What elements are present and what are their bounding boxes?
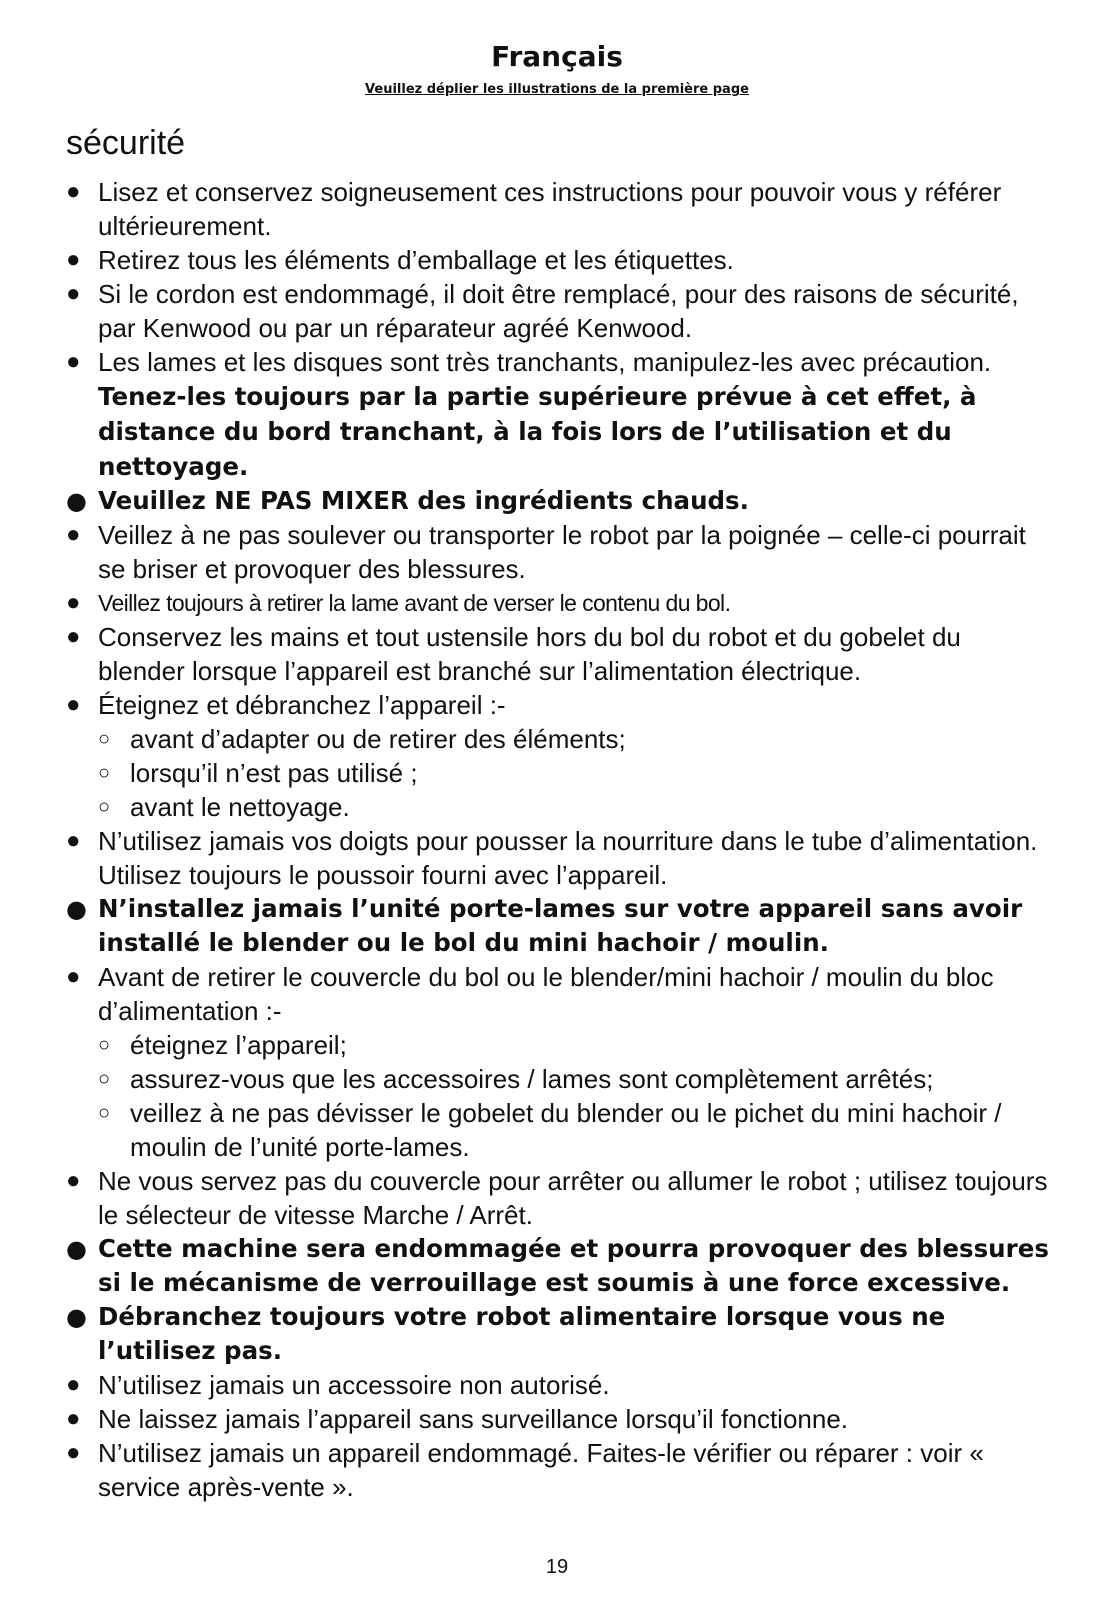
sub-list-item — [0, 1028, 1114, 1062]
bullet-icon: ● — [66, 348, 81, 375]
bullet-icon: ● — [66, 246, 81, 273]
sub-item-text: éteignez l’appareil; — [130, 1030, 347, 1060]
item-text: Lisez et conservez soigneusement ces instructions pour pouvoir vous y référer ultérieurement. — [98, 177, 1002, 241]
sub-item-text: avant le nettoyage. — [130, 792, 350, 822]
list-item — [0, 688, 1114, 722]
list-item — [0, 620, 1114, 688]
bullet-icon: ● — [66, 178, 81, 205]
item-text: Avant de retirer le couvercle du bol ou le blender/mini hachoir / moulin du bloc d’alimentation :- — [98, 962, 994, 1026]
safety-instructions-list — [0, 175, 1114, 1504]
circle-bullet-icon: ○ — [98, 1068, 111, 1090]
bullet-icon: ● — [66, 1303, 87, 1331]
bullet-icon: ● — [66, 895, 87, 923]
bullet-icon: ● — [66, 487, 87, 515]
sub-list-item — [0, 756, 1114, 790]
page-header — [0, 0, 1114, 98]
item-text: Veillez toujours à retirer la lame avant de verser le contenu du bol. — [98, 590, 731, 616]
circle-bullet-icon: ○ — [98, 1102, 111, 1124]
sub-list-item — [0, 1096, 1114, 1164]
circle-bullet-icon: ○ — [98, 796, 111, 818]
sub-item-text: avant d’adapter ou de retirer des éléments; — [130, 724, 626, 754]
list-item — [0, 586, 1114, 620]
item-text: Les lames et les disques sont très tranchants, manipulez-les avec précaution. — [98, 347, 992, 377]
item-text: N’utilisez jamais vos doigts pour pousser la nourriture dans le tube d’alimentation. Utilisez toujours le poussoir fourni avec l’appareil. — [98, 826, 1038, 890]
list-item — [0, 1164, 1114, 1232]
sub-list-item — [0, 1062, 1114, 1096]
list-item — [0, 484, 1114, 518]
sub-item-text: veillez à ne pas dévisser le gobelet du blender ou le pichet du mini hachoir / moulin de l’unité porte-lames. — [130, 1098, 1002, 1162]
circle-bullet-icon: ○ — [98, 1034, 111, 1056]
item-text: N’installez jamais l’unité porte-lames sur votre appareil sans avoir installé le blender ou le bol du mini hachoir / moulin. — [98, 894, 1023, 957]
item-text: Ne laissez jamais l’appareil sans surveillance lorsqu’il fonctionne. — [98, 1404, 849, 1434]
bullet-icon: ● — [66, 963, 81, 990]
bullet-icon: ● — [66, 521, 81, 548]
list-item — [0, 175, 1114, 243]
bullet-icon: ● — [66, 1439, 81, 1466]
list-item — [0, 345, 1114, 484]
language-title: Français — [491, 40, 623, 73]
item-text: Si le cordon est endommagé, il doit être remplacé, pour des raisons de sécurité, par Kenwood ou par un réparateur agréé Kenwood. — [98, 279, 1019, 343]
item-text: Débranchez toujours votre robot alimentaire lorsque vous ne l’utilisez pas. — [98, 1302, 946, 1365]
item-bold-text: Tenez-les toujours par la partie supérieure prévue à cet effet, à distance du bord tranchant, à la fois lors de l’utilisation et du nettoyage. — [98, 382, 977, 481]
bullet-icon: ● — [66, 589, 80, 616]
item-text: Retirez tous les éléments d’emballage et les étiquettes. — [98, 245, 734, 275]
list-item — [0, 892, 1114, 960]
list-item — [0, 277, 1114, 345]
list-item — [0, 1232, 1114, 1300]
circle-bullet-icon: ○ — [98, 762, 111, 784]
section-title: sécurité — [66, 124, 186, 162]
bullet-icon: ● — [66, 1405, 81, 1432]
item-text: Veuillez NE PAS MIXER des ingrédients chauds. — [98, 486, 749, 515]
sub-item-text: assurez-vous que les accessoires / lames sont complètement arrêtés; — [130, 1064, 934, 1094]
item-text: Conservez les mains et tout ustensile hors du bol du robot et du gobelet du blender lorsque l’appareil est branché sur l’alimentation électrique. — [98, 622, 961, 686]
bullet-icon: ● — [66, 1235, 87, 1263]
list-item — [0, 1402, 1114, 1436]
unfold-note: Veuillez déplier les illustrations de la première page — [365, 82, 749, 97]
sub-list-item — [0, 722, 1114, 756]
bullet-icon: ● — [66, 1371, 81, 1398]
item-text: Éteignez et débranchez l’appareil :- — [98, 690, 506, 720]
bullet-icon: ● — [66, 280, 81, 307]
bullet-icon: ● — [66, 623, 81, 650]
item-text: Ne vous servez pas du couvercle pour arrêter ou allumer le robot ; utilisez toujours le sélecteur de vitesse Marche / Arrêt. — [98, 1166, 1048, 1230]
page-number: 19 — [545, 1556, 569, 1578]
bullet-icon: ● — [66, 691, 81, 718]
list-item — [0, 1368, 1114, 1402]
list-item — [0, 1436, 1114, 1504]
item-text: Cette machine sera endommagée et pourra provoquer des blessures si le mécanisme de verrouillage est soumis à une force excessive. — [98, 1234, 1049, 1297]
sub-item-text: lorsqu’il n’est pas utilisé ; — [130, 758, 418, 788]
bullet-icon: ● — [66, 1167, 81, 1194]
list-item — [0, 243, 1114, 277]
sub-list-item — [0, 790, 1114, 824]
item-text: Veillez à ne pas soulever ou transporter le robot par la poignée – celle-ci pourrait se briser et provoquer des blessures. — [98, 520, 1026, 584]
list-item — [0, 1300, 1114, 1368]
list-item — [0, 824, 1114, 892]
bullet-icon: ● — [66, 827, 81, 854]
item-text: N’utilisez jamais un accessoire non autorisé. — [98, 1370, 610, 1400]
list-item — [0, 518, 1114, 586]
item-text: N’utilisez jamais un appareil endommagé. Faites-le vérifier ou réparer : voir « service après-vente ». — [98, 1438, 984, 1502]
list-item — [0, 960, 1114, 1028]
circle-bullet-icon: ○ — [98, 728, 111, 750]
